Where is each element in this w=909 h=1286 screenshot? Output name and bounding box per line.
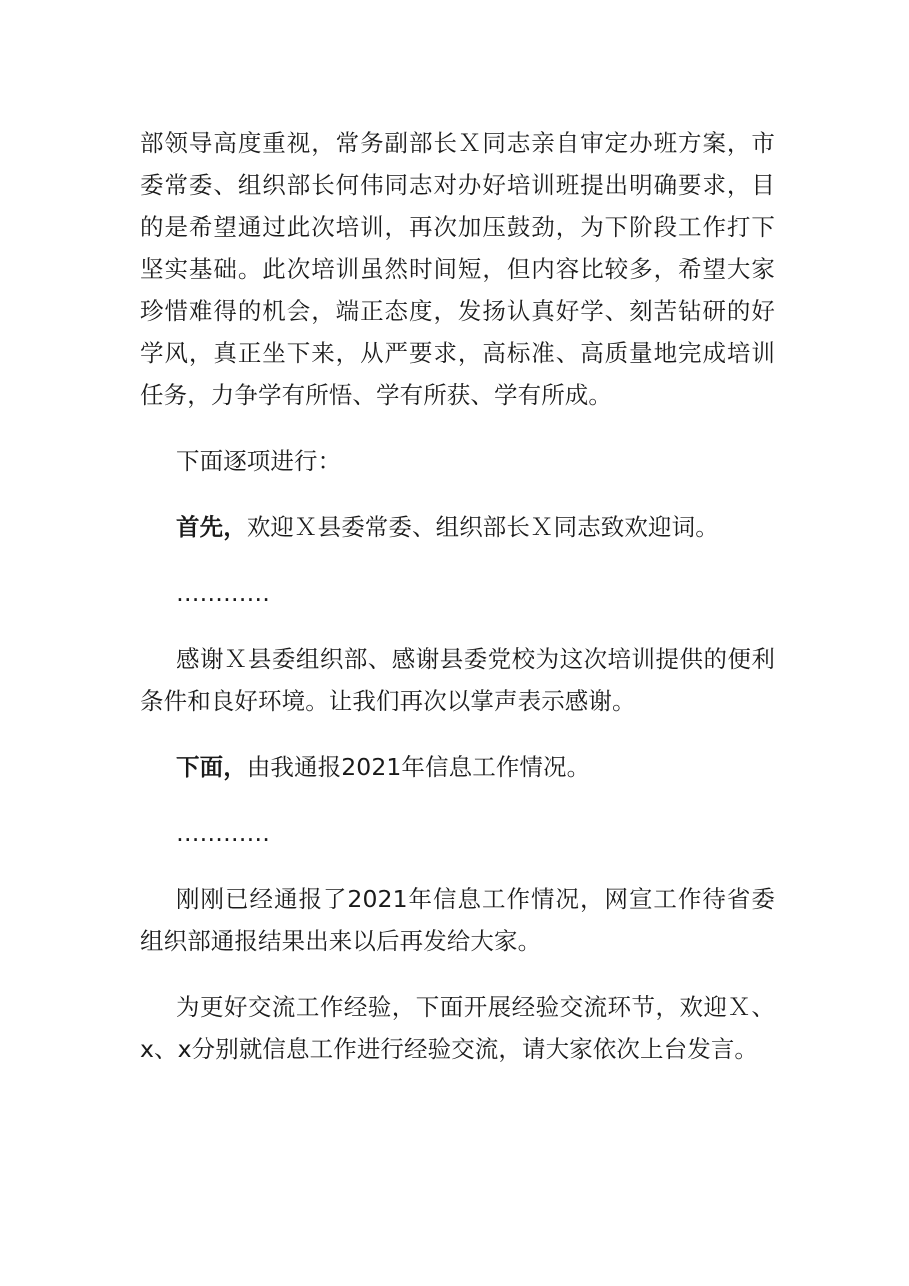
ellipsis-2: ………… xyxy=(176,819,270,847)
paragraph-results: 刚刚已经通报了2021年信息工作情况，网宣工作待省委组织部通报结果出来以后再发给大家。 xyxy=(140,885,775,955)
lead-first: 首先， xyxy=(176,513,247,541)
document-body xyxy=(140,122,775,1094)
paragraph-exchange: 为更好交流工作经验，下面开展经验交流环节，欢迎Ｘ、x、x分别就信息工作进行经验交流，请大家依次上台发言。 xyxy=(140,993,775,1063)
paragraph-intro: 部领导高度重视，常务副部长Ｘ同志亲自审定办班方案，市委常委、组织部长何伟同志对办好培训班提出明确要求，目的是希望通过此次培训，再次加压鼓劲，为下阶段工作打下坚实基础。此次培训虽然时间短，但内容比较多，希望大家珍惜难得的机会，端正态度，发扬认真好学、刻苦钻研的好学风，真正坐下来，从严要求，高标准、高质量地完成培训任务，力争学有所悟、学有所获、学有所成。 xyxy=(140,129,775,409)
paragraph-thanks: 感谢Ｘ县委组织部、感谢县委党校为这次培训提供的便利条件和良好环境。让我们再次以掌声表示感谢。 xyxy=(140,645,775,715)
welcome-text: 欢迎Ｘ县委常委、组织部长Ｘ同志致欢迎词。 xyxy=(246,513,719,541)
paragraph-report xyxy=(140,746,775,788)
paragraph-welcome xyxy=(140,506,775,548)
ellipsis-1: ………… xyxy=(176,579,270,607)
paragraph-agenda: 下面逐项进行： xyxy=(176,447,342,475)
report-text: 由我通报2021年信息工作情况。 xyxy=(246,753,591,781)
lead-next: 下面， xyxy=(176,753,247,781)
